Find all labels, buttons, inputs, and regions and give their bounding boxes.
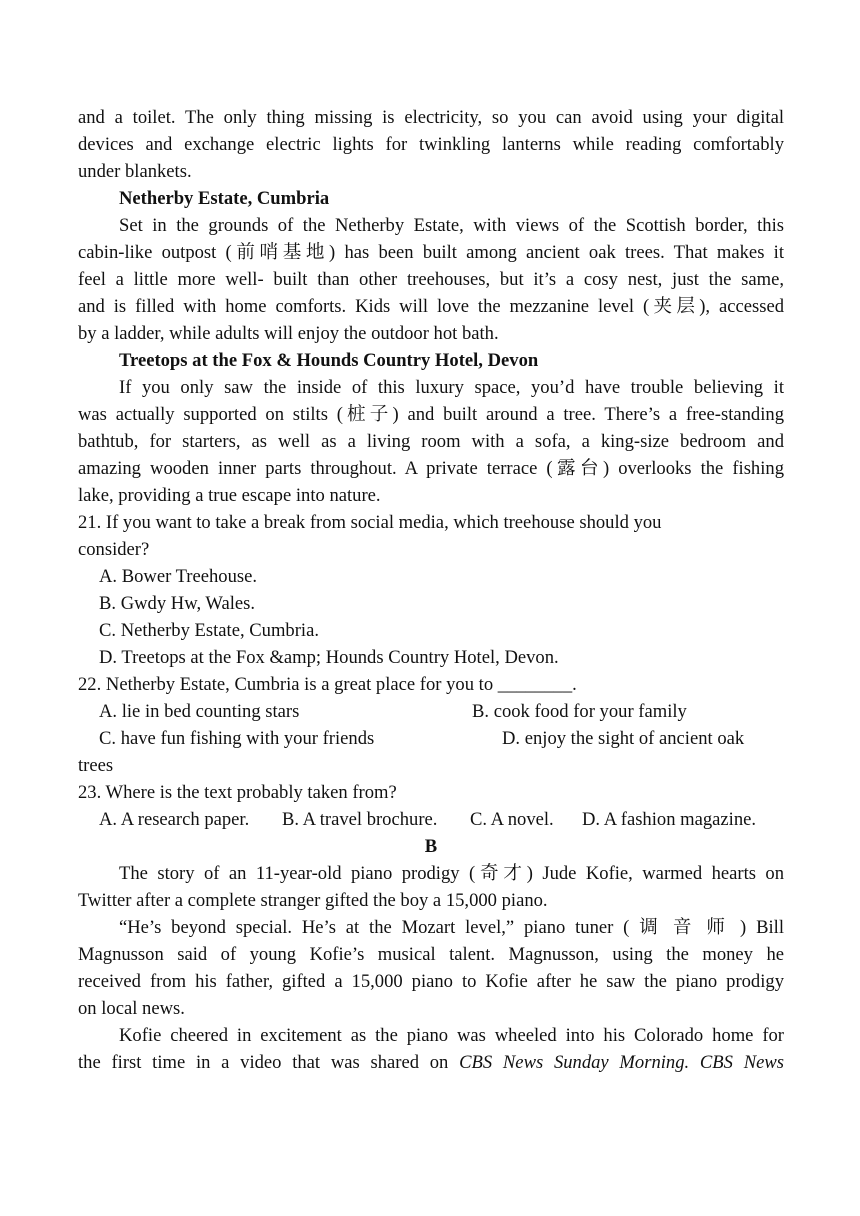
- paragraph-line: bathtub, for starters, as well as a living room with a sofa, a king-size bedroom and: [78, 431, 784, 452]
- question-22-option-b: B. cook food for your family: [472, 701, 687, 722]
- paragraph-line: The story of an 11-year-old piano prodigy (奇才) Jude Kofie, warmed hearts on: [119, 863, 784, 884]
- question-21-option-a: A. Bower Treehouse.: [99, 566, 258, 587]
- paragraph-line: cabin-like outpost (前哨基地) has been built among ancient oak trees. That makes it: [78, 242, 784, 263]
- paragraph-line: amazing wooden inner parts throughout. A private terrace (露台) overlooks the fishing: [78, 458, 784, 479]
- paragraph-line: under blankets.: [78, 161, 192, 182]
- section-heading-treetops: Treetops at the Fox & Hounds Country Hotel, Devon: [119, 350, 539, 371]
- paragraph-line: Set in the grounds of the Netherby Estate, with views of the Scottish border, this: [119, 215, 784, 236]
- paragraph-line: Kofie cheered in excitement as the piano was wheeled into his Colorado home for: [119, 1025, 784, 1046]
- paragraph-line: and is filled with home comforts. Kids will love the mezzanine level (夹层), accessed: [78, 296, 784, 317]
- paragraph-line: by a ladder, while adults will enjoy the outdoor hot bath.: [78, 323, 499, 344]
- paragraph-line: “He’s beyond special. He’s at the Mozart level,” piano tuner ( 调 音 师 ) Bill: [119, 917, 784, 938]
- question-22-option-d: D. enjoy the sight of ancient oak: [502, 728, 745, 749]
- paragraph-line: devices and exchange electric lights for twinkling lanterns while reading comfortably: [78, 134, 784, 155]
- question-21-option-d: D. Treetops at the Fox &amp; Hounds Country Hotel, Devon.: [99, 647, 559, 668]
- paragraph-line: and a toilet. The only thing missing is electricity, so you can avoid using your digital: [78, 107, 784, 128]
- question-22-stem: 22. Netherby Estate, Cumbria is a great place for you to ________.: [78, 674, 577, 695]
- section-b-label: B: [424, 836, 438, 857]
- paragraph-line: was actually supported on stilts (桩子) and built around a tree. There’s a free-standing: [78, 404, 784, 425]
- section-heading-netherby: Netherby Estate, Cumbria: [119, 188, 330, 209]
- question-23-option-c: C. A novel.: [470, 809, 554, 830]
- question-22-option-a: A. lie in bed counting stars: [99, 701, 300, 722]
- paragraph-line: feel a little more well- built than other treehouses, but it’s a cosy nest, just the same,: [78, 269, 784, 290]
- paragraph-line: on local news.: [78, 998, 185, 1019]
- paragraph-line: Magnusson said of young Kofie’s musical talent. Magnusson, using the money he: [78, 944, 784, 965]
- paragraph-text: the first time in a video that was shared on: [78, 1052, 460, 1073]
- question-23-option-d: D. A fashion magazine.: [582, 809, 757, 830]
- paragraph-line: received from his father, gifted a 15,000 piano to Kofie after he saw the piano prodigy: [78, 971, 784, 992]
- publication-name: CBS News Sunday Morning. CBS News: [459, 1052, 784, 1073]
- question-23-stem: 23. Where is the text probably taken from?: [78, 782, 397, 803]
- question-22-option-c: C. have fun fishing with your friends: [99, 728, 375, 749]
- paragraph-line: Twitter after a complete stranger gifted the boy a 15,000 piano.: [78, 890, 548, 911]
- paragraph-line: lake, providing a true escape into nature.: [78, 485, 381, 506]
- question-23-option-a: A. A research paper.: [99, 809, 250, 830]
- question-22-option-d-cont: trees: [78, 755, 114, 776]
- paragraph-line: If you only saw the inside of this luxury space, you’d have trouble believing it: [119, 377, 784, 398]
- question-23-option-b: B. A travel brochure.: [282, 809, 438, 830]
- question-21-stem-cont: consider?: [78, 539, 150, 560]
- question-21-option-c: C. Netherby Estate, Cumbria.: [99, 620, 319, 641]
- paragraph-line-mixed: [78, 1049, 784, 1076]
- question-21-stem: 21. If you want to take a break from social media, which treehouse should you: [78, 512, 662, 533]
- question-21-option-b: B. Gwdy Hw, Wales.: [99, 593, 256, 614]
